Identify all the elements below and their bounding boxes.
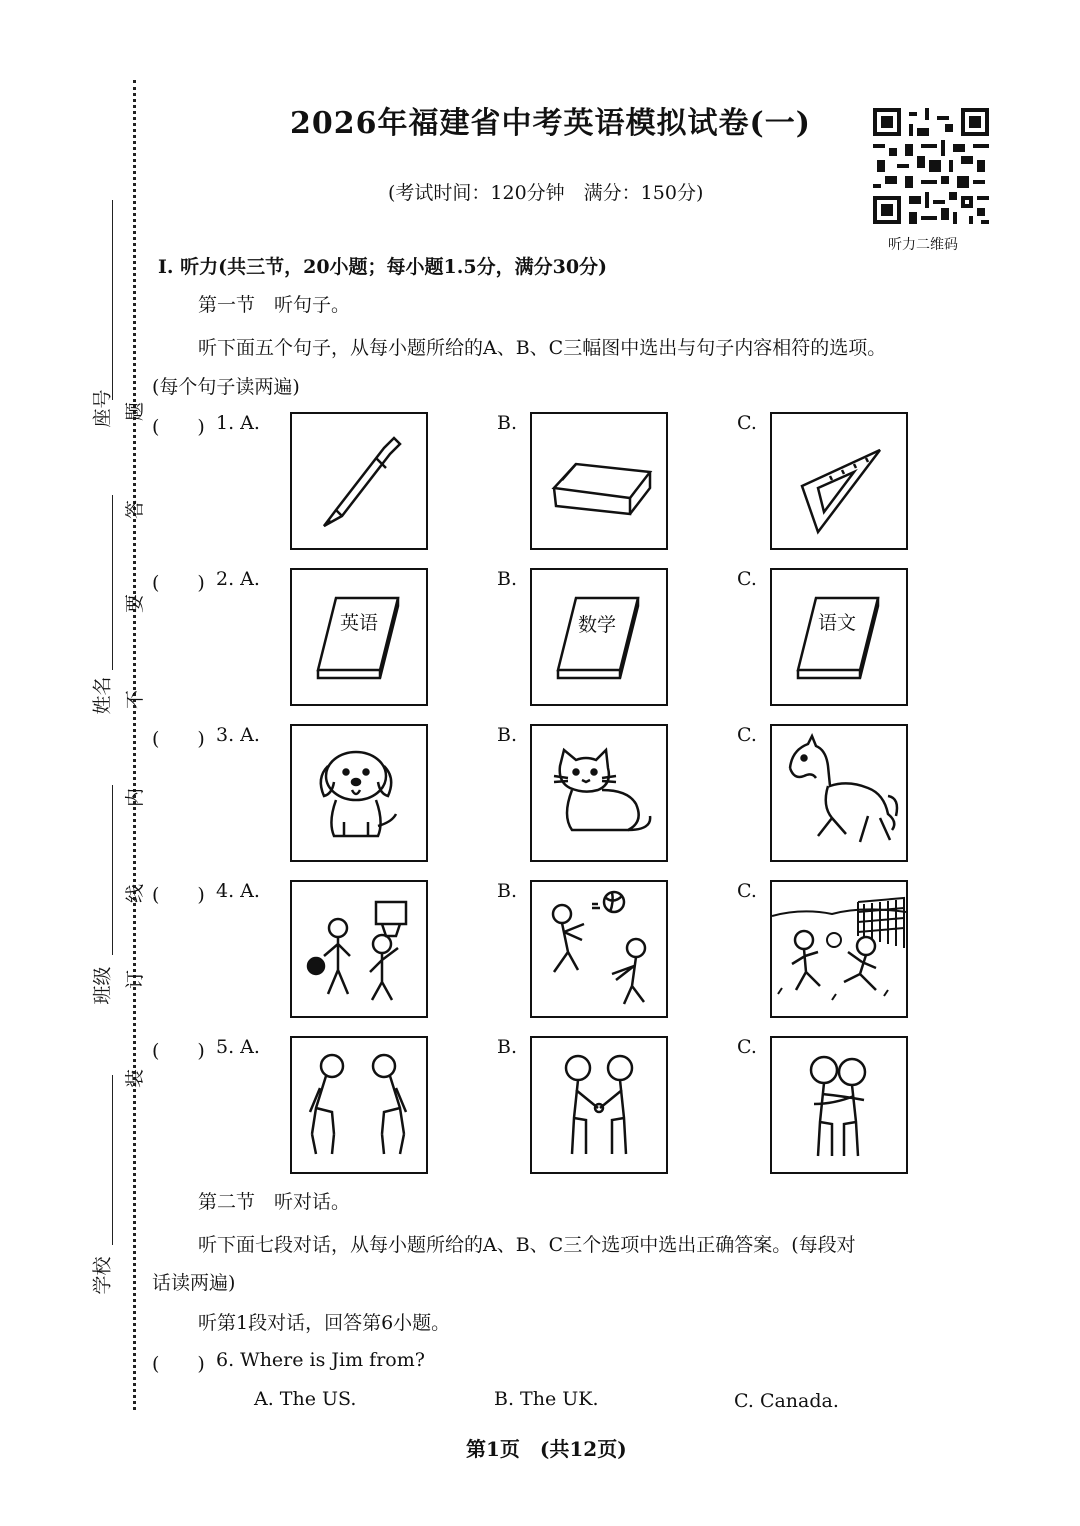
name-line [112, 495, 113, 670]
answer-blank[interactable]: ( ) [152, 1040, 205, 1062]
pen-icon [290, 412, 428, 550]
soccer-icon [770, 880, 908, 1018]
cat-icon [530, 724, 668, 862]
horse-icon [770, 724, 908, 862]
school-label: 学校 [91, 1256, 114, 1295]
part2-title: 第二节 听对话。 [198, 1191, 351, 1213]
question-text: 6. Where is Jim from? [216, 1349, 425, 1371]
qr-label: 听力二维码 [888, 237, 958, 253]
qr-code-icon [873, 108, 989, 224]
page-footer: 第1页 (共12页) [466, 1437, 627, 1461]
margin-char: 不 [124, 689, 147, 710]
binding-dotted-line [133, 80, 136, 1410]
option-label: B. [497, 724, 518, 746]
option-a: A. The US. [254, 1388, 357, 1410]
margin-char: 答 [124, 499, 147, 520]
exam-title: 2026年福建省中考英语模拟试卷(一) [290, 106, 811, 141]
class-label: 班级 [91, 966, 114, 1005]
school-line [112, 1075, 113, 1245]
answer-blank[interactable]: ( ) [152, 1353, 205, 1375]
part1-title: 第一节 听句子。 [198, 294, 351, 316]
question-number: 3. A. [216, 724, 260, 746]
book-icon [770, 568, 908, 706]
option-b: B. The UK. [494, 1388, 599, 1410]
part1-instructions-cont: (每个句子读两遍) [152, 376, 300, 398]
section-heading: I. 听力(共三节，20小题；每小题1.5分，满分30分) [158, 256, 608, 278]
dialog-instruction: 听第1段对话，回答第6小题。 [198, 1312, 451, 1334]
answer-blank[interactable]: ( ) [152, 728, 205, 750]
option-c: C. Canada. [734, 1390, 839, 1412]
option-label: B. [497, 1036, 518, 1058]
margin-char: 内 [124, 787, 147, 808]
hug-icon [770, 1036, 908, 1174]
triangle-ruler-icon [770, 412, 908, 550]
class-line [112, 785, 113, 955]
part2-instructions-cont: 话读两遍) [152, 1272, 236, 1294]
seat-line [112, 200, 113, 400]
option-label: C. [737, 568, 757, 590]
seat-label: 座号 [91, 389, 114, 428]
margin-char: 线 [124, 883, 147, 904]
book-icon [290, 568, 428, 706]
margin-char: 订 [124, 969, 147, 990]
part2-instructions: 听下面七段对话，从每小题所给的A、B、C三个选项中选出正确答案。(每段对 [198, 1234, 856, 1256]
answer-blank[interactable]: ( ) [152, 884, 205, 906]
margin-char: 题 [124, 401, 147, 422]
option-label: B. [497, 568, 518, 590]
name-label: 姓名 [91, 676, 114, 715]
option-label: B. [497, 880, 518, 902]
question-number: 1. A. [216, 412, 260, 434]
answer-blank[interactable]: ( ) [152, 572, 205, 594]
option-label: C. [737, 412, 757, 434]
bow-icon [290, 1036, 428, 1174]
dog-icon [290, 724, 428, 862]
handshake-icon [530, 1036, 668, 1174]
book-title: 语文 [818, 612, 857, 634]
book-title: 数学 [578, 614, 617, 636]
option-label: C. [737, 1036, 757, 1058]
margin-char: 要 [124, 593, 147, 614]
option-label: B. [497, 412, 518, 434]
option-label: C. [737, 724, 757, 746]
eraser-icon [530, 412, 668, 550]
basketball-icon [290, 880, 428, 1018]
part1-instructions: 听下面五个句子，从每小题所给的A、B、C三幅图中选出与句子内容相符的选项。 [198, 337, 887, 359]
question-number: 5. A. [216, 1036, 260, 1058]
margin-char: 装 [124, 1068, 147, 1089]
exam-subtitle: (考试时间：120分钟 满分：150分) [388, 182, 704, 204]
volleyball-icon [530, 880, 668, 1018]
option-label: C. [737, 880, 757, 902]
answer-blank[interactable]: ( ) [152, 416, 205, 438]
book-icon [530, 568, 668, 706]
question-number: 2. A. [216, 568, 260, 590]
question-number: 4. A. [216, 880, 260, 902]
book-title: 英语 [340, 612, 379, 634]
